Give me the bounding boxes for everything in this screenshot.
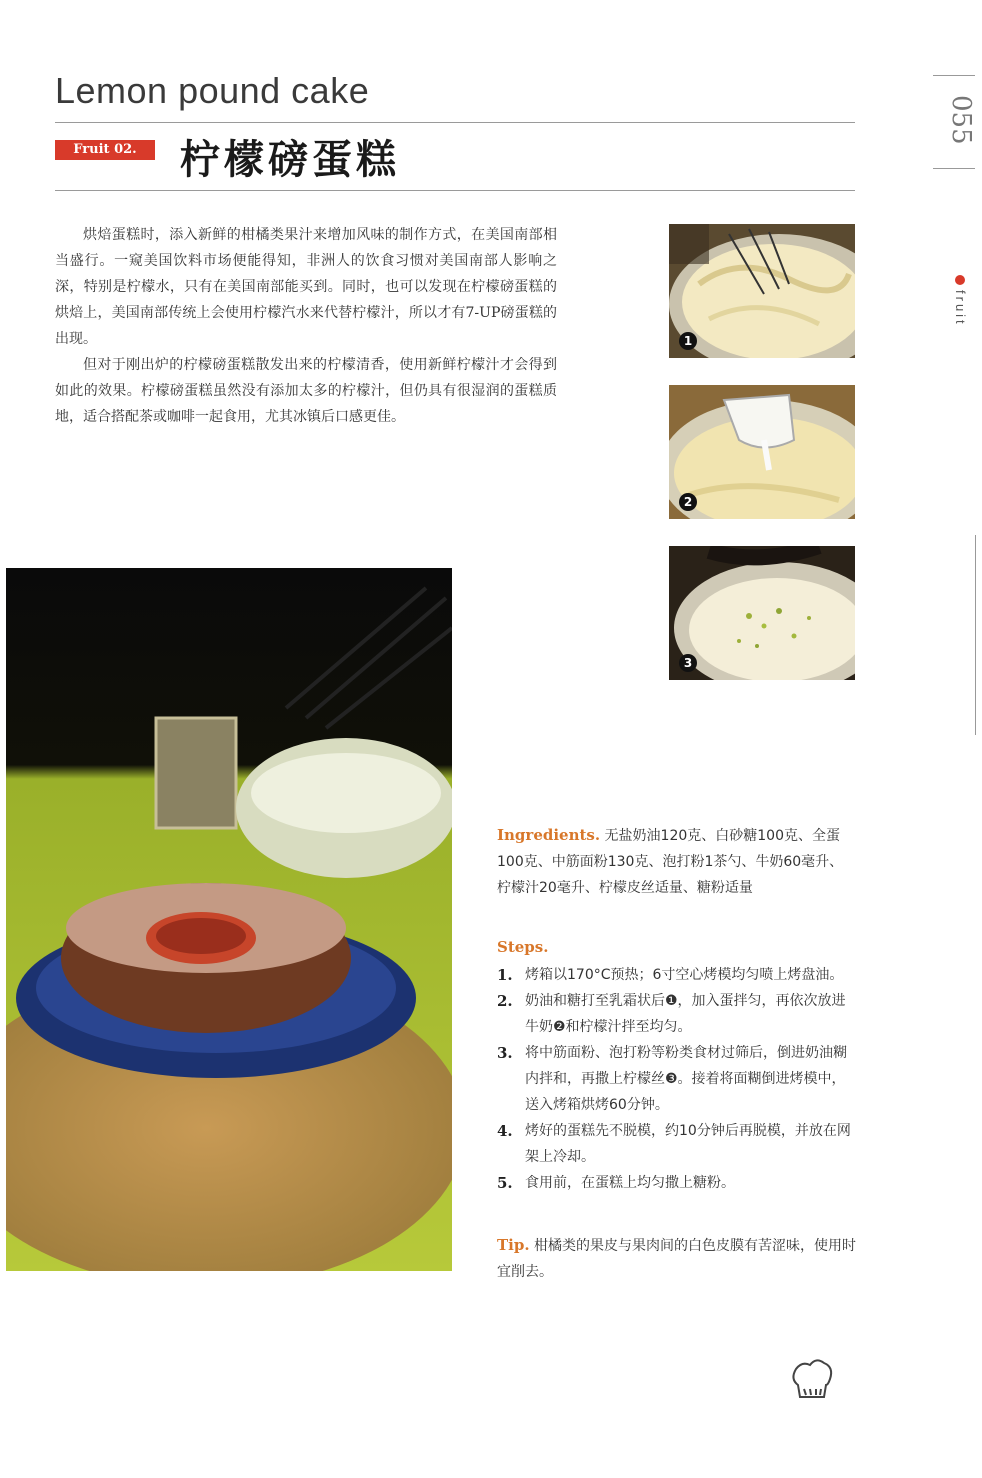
step-badge-2: 2: [679, 493, 697, 511]
step-item: 2. 奶油和糖打至乳霜状后❶，加入蛋拌匀，再依次放进牛奶❷和柠檬汁拌至均匀。: [497, 992, 846, 1035]
chef-hat-icon: [788, 1355, 836, 1407]
english-title: Lemon pound cake: [55, 70, 370, 111]
step-item: 5. 食用前，在蛋糕上均匀撒上糖粉。: [497, 1174, 735, 1192]
step-photo-2: [669, 385, 855, 519]
ingredients-block: [497, 822, 857, 901]
intro-paragraph-1: 烘焙蛋糕时，添入新鲜的柑橘类果汁来增加风味的制作方式，在美国南部相当盛行。一窥美国饮料市场便能得知，非洲人的饮食习惯对美国南部人影响之深，特别是柠檬水，只有在美国南部能买到。同时，也可以发现在柠檬磅蛋糕的烘焙上，美国南部传统上会使用柠檬汽水来代替柠檬汁，所以才有7-UP磅蛋糕的出现。: [55, 227, 557, 347]
ingredients-text: 无盐奶油120克、白砂糖100克、全蛋100克、中筋面粉130克、泡打粉1茶勺、牛奶60毫升、柠檬汁20毫升、柠檬皮丝适量、糖粉适量: [497, 828, 844, 896]
step-badge-1: 1: [679, 332, 697, 350]
side-vertical-rule: [975, 535, 976, 735]
tip-heading: Tip.: [497, 1236, 530, 1254]
creaming-butter-image: [669, 224, 855, 358]
intro-text: [55, 222, 557, 430]
tip-block: [497, 1232, 857, 1285]
side-rule-bottom: [933, 168, 975, 169]
page-number: 055: [946, 95, 976, 145]
steps-list: [497, 962, 857, 1196]
side-rule-top: [933, 75, 975, 76]
title-rule-bottom: [55, 190, 855, 191]
tip-text: 柑橘类的果皮与果肉间的白色皮膜有苦涩味，使用时宜削去。: [497, 1238, 857, 1280]
title-rule-top: [55, 122, 855, 123]
chinese-title: 柠檬磅蛋糕: [180, 136, 400, 183]
section-tag: Fruit 02.: [55, 140, 155, 160]
intro-paragraph-2: 但对于刚出炉的柠檬磅蛋糕散发出来的柠檬清香，使用新鲜柠檬汁才会得到如此的效果。柠檬磅蛋糕虽然没有添加太多的柠檬汁，但仍具有很湿润的蛋糕质地，适合搭配茶或咖啡一起食用，尤其冰镇后口感更佳。: [55, 357, 557, 425]
steps-heading: Steps.: [497, 938, 549, 956]
step-item: 3. 将中筋面粉、泡打粉等粉类食材过筛后，倒进奶油糊内拌和，再撒上柠檬丝❸。接着将面糊倒进烤模中，送入烤箱烘烤60分钟。: [497, 1044, 847, 1113]
step-photo-1: [669, 224, 855, 358]
step-item: 4. 烤好的蛋糕先不脱模，约10分钟后再脱模，并放在网架上冷却。: [497, 1122, 851, 1165]
main-cake-photo: [6, 568, 452, 1271]
step-item: 1. 烤箱以170°C预热；6寸空心烤模均匀喷上烤盘油。: [497, 966, 844, 984]
section-dot-icon: [955, 275, 965, 285]
step-badge-3: 3: [679, 654, 697, 672]
bundt-cake-image: [6, 568, 452, 1271]
section-label: fruit: [953, 290, 968, 327]
step-photo-3: [669, 546, 855, 680]
lemon-zest-image: [669, 546, 855, 680]
steps-heading-block: [497, 934, 857, 961]
ingredients-heading: Ingredients.: [497, 826, 601, 844]
adding-milk-image: [669, 385, 855, 519]
